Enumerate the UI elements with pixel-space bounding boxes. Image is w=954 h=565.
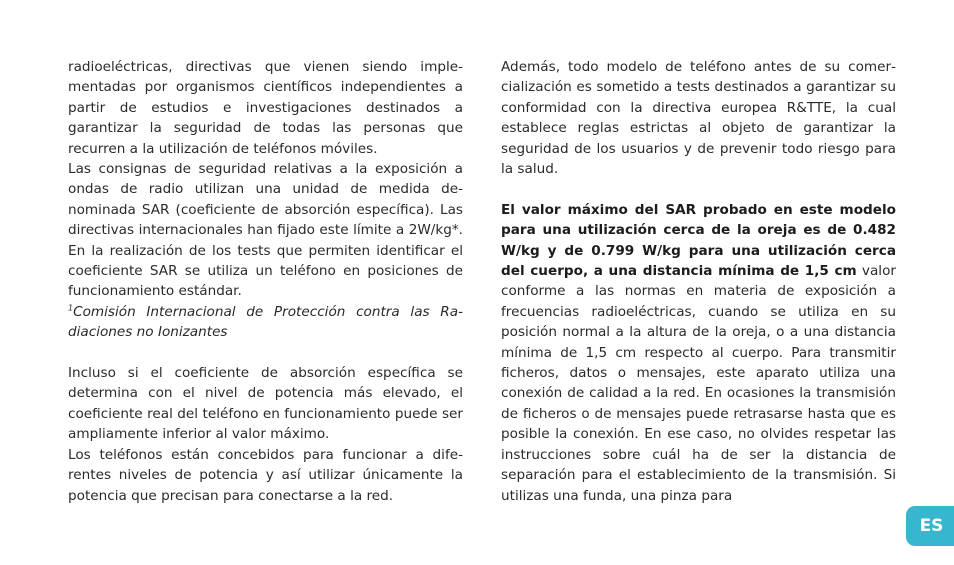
language-tab-label: ES — [919, 516, 944, 536]
paragraph-gap — [68, 343, 463, 363]
right-column — [501, 57, 896, 506]
sar-values-text: valor conforme a las normas en materia de exposición a frecuencias radioeléctricas, cuando se utiliza en su posición normal a la altura de la oreja, o a una distancia mínima de 1,5 cm respecto al cuerpo. Para transmitir ficheros, datos o mensajes, este aparato utiliza una conexión de calidad a la red. En ocasiones la transmisión de ficheros o de mensajes puede retrasarse hasta que es posible la conexión. En ese caso, no olvides respetar las instrucciones sobre cuál ha de ser la distancia de separación para el establecimiento de la transmisión. Si utilizas una funda, una pinza para — [501, 263, 896, 504]
footnote — [68, 302, 463, 343]
paragraph-max-power: Incluso si el coeficiente de absorción específica se determina con el nivel de potencia más elevado, el coeficiente real del teléfono en funcionamiento puede ser ampliamente inferior al valor máximo. — [68, 365, 463, 443]
language-tab — [906, 506, 954, 546]
paragraph-gap — [501, 179, 896, 199]
paragraph-radio-directives: radioeléctricas, directivas que vienen siendo implementadas por organismos científicos independientes a partir de estudios e investigaciones destinados a garantizar la seguridad de todas las personas que recurren a la utilización de teléfonos móviles. — [68, 59, 463, 157]
left-column — [68, 57, 463, 506]
footnote-text: Comisión Internacional de Protección contra las Radiaciones no Ionizantes — [68, 303, 463, 341]
paragraph-power-levels: Los teléfonos están concebidos para funcionar a diferentes niveles de potencia y así utilizar únicamente la potencia que precisan para conectarse a la red. — [68, 446, 463, 504]
paragraph-sar-definition: Las consignas de seguridad relativas a la exposición a ondas de radio utilizan una unidad de medida denominada SAR (coeficiente de absorción específica). Las directivas internacionales han fijado este límite a 2W/kg*. En la realización de los tests que permiten identificar el coeficiente SAR se utiliza un teléfono en posiciones de funcionamiento estándar. — [68, 161, 463, 300]
sar-values-highlight: El valor máximo del SAR probado en este modelo para una utilización cerca de la oreja es de 0.482 W/kg y de 0.799 W/kg para una utilización cerca del cuerpo, a una distancia mínima de 1,5 cm — [501, 201, 896, 280]
paragraph-rtte-conformity: Además, todo modelo de teléfono antes de su comercialización es sometido a tests destinados a garantizar su conformidad con la directiva europea R&TTE, la cual establece reglas estrictas al objeto de garantizar la seguridad de los usuarios y de prevenir todo riesgo para la salud. — [501, 59, 896, 178]
footnote-marker: 1 — [68, 303, 74, 313]
paragraph-sar-values — [501, 200, 896, 506]
